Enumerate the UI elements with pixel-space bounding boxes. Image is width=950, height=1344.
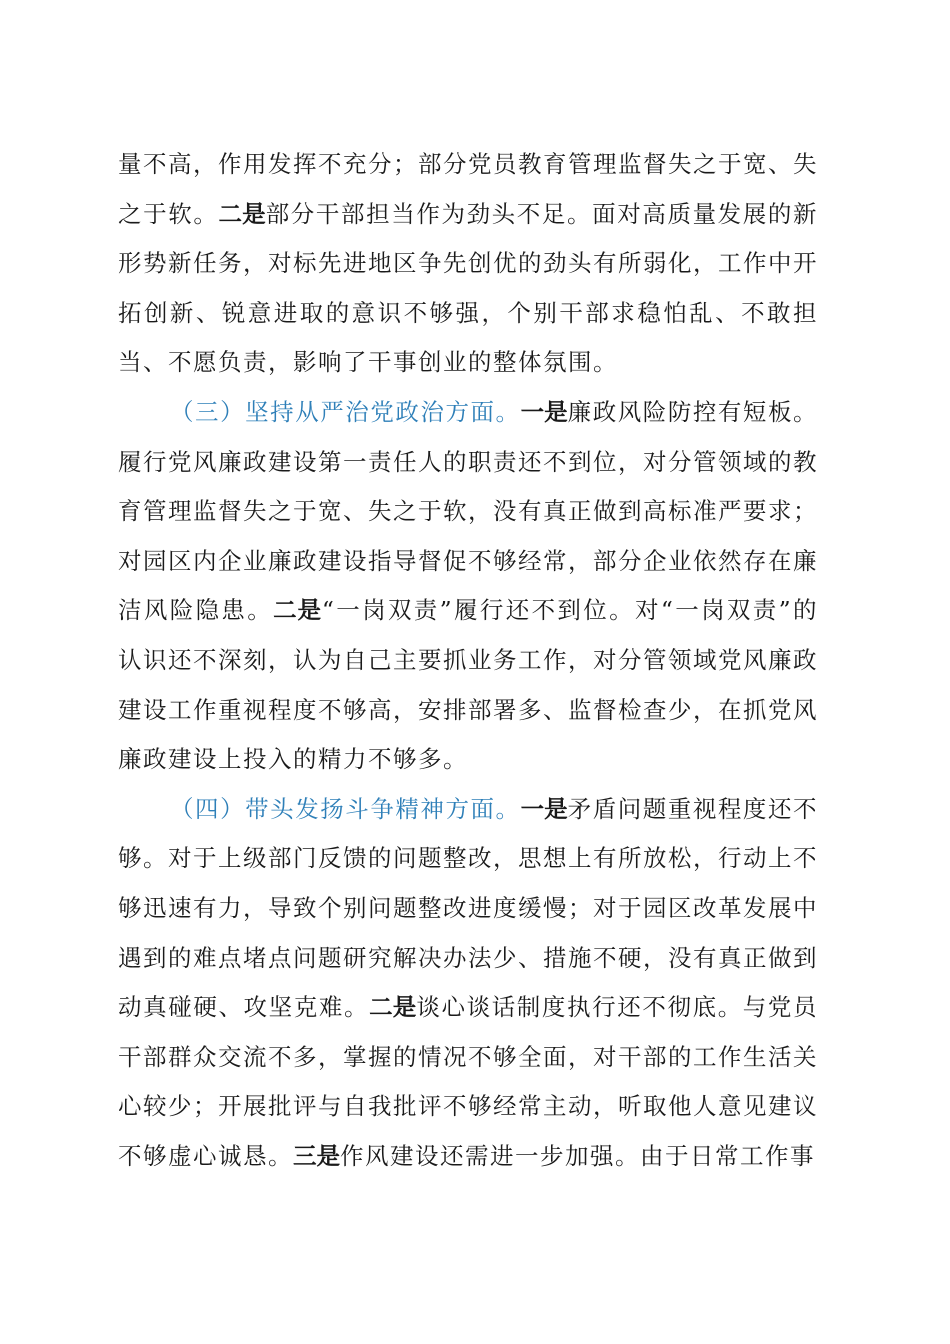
emphasis-label: 二是 <box>218 199 266 228</box>
paragraph-text: 作风建设还需进一步加强。由于日常工作事 <box>340 1141 815 1170</box>
section-heading-three: （三）坚持从严治党政治方面。 <box>170 397 521 426</box>
emphasis-label: 一是 <box>520 794 568 823</box>
paragraph-text: 部分干部担当作为劲头不足。面对高质量发展的新形势新任务，对标先进地区争先创优的劲头有所弱化，工作中开拓创新、锐意进取的意识不够强，个别干部求稳怕乱、不敢担当、不愿负责，影响了干事创业的整体氛围。 <box>118 199 819 377</box>
emphasis-label: 二是 <box>273 596 322 625</box>
emphasis-label: 一是 <box>520 397 568 426</box>
section-heading-four: （四）带头发扬斗争精神方面。 <box>170 794 521 823</box>
paragraph-text: “一岗双责”履行还不到位。对“一岗双责”的认识还不深刻，认为自己主要抓业务工作，对分管领域党风廉政建设工作重视程度不够高，安排部署多、监督检查少，在抓党风廉政建设上投入的精力不够多。 <box>118 596 819 774</box>
emphasis-label: 三是 <box>293 1141 340 1170</box>
document-page <box>118 140 818 1181</box>
emphasis-label: 二是 <box>369 993 417 1022</box>
paragraph-section-three <box>118 388 818 785</box>
paragraph-text: 谈心谈话制度执行还不彻底。与党员干部群众交流不多，掌握的情况不够全面，对干部的工作生活关心较少；开展批评与自我批评不够经常主动，听取他人意见建议不够虚心诚恳。 <box>118 993 819 1170</box>
paragraph-section-four <box>118 785 818 1182</box>
paragraph-text: 矛盾问题重视程度还不够。对于上级部门反馈的问题整改，思想上有所放松，行动上不够迅速有力，导致个别问题整改进度缓慢；对于园区改革发展中遇到的难点堵点问题研究解决办法少、措施不硬，没有真正做到动真碰硬、攻坚克难。 <box>118 794 819 1022</box>
paragraph-text: 廉政风险防控有短板。履行党风廉政建设第一责任人的职责还不到位，对分管领域的教育管理监督失之于宽、失之于软，没有真正做到高标准严要求；对园区内企业廉政建设指导督促不够经常，部分企业依然存在廉洁风险隐患。 <box>118 397 819 625</box>
paragraph-cadre-issues <box>118 140 818 388</box>
paragraph-text: 量不高，作用发挥不充分；部分党员教育管理监督失之于宽、失之于软。 <box>118 150 818 228</box>
